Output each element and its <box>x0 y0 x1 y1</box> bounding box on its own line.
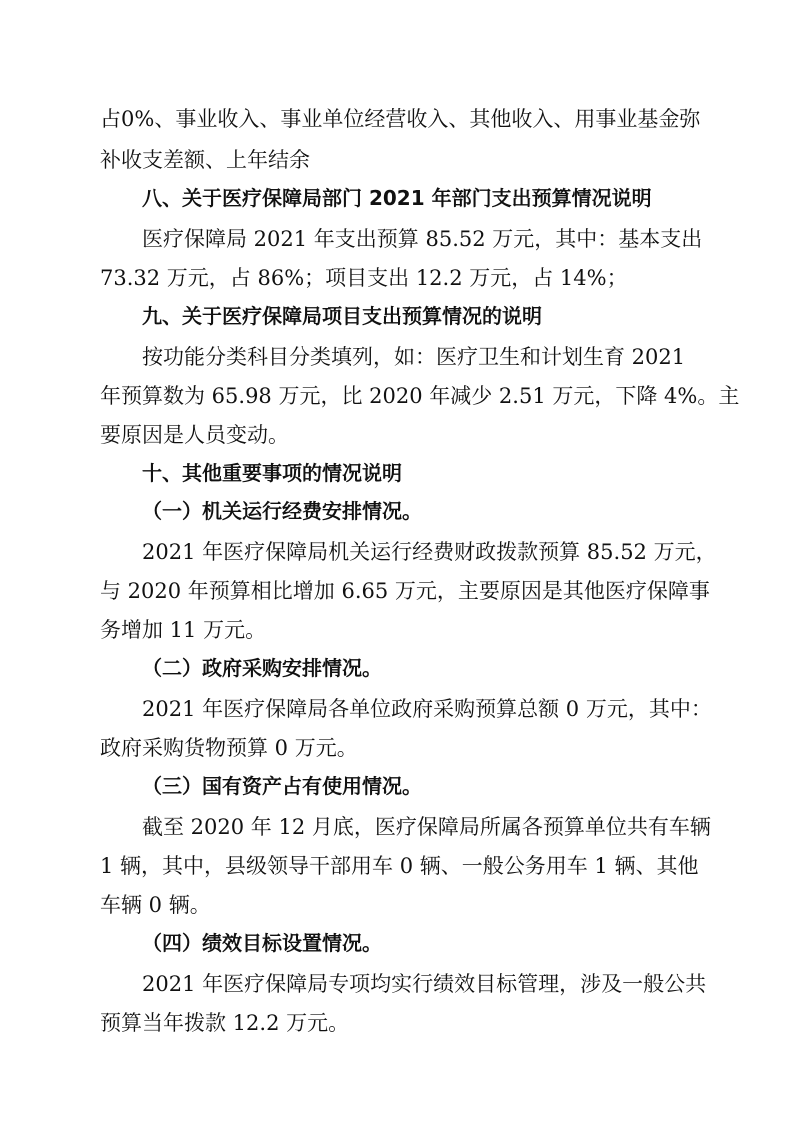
subsection-heading-1: （一）机关运行经费安排情况。 <box>142 499 422 523</box>
body-line: 车辆 0 辆。 <box>100 893 211 917</box>
body-line: 要原因是人员变动。 <box>100 423 289 447</box>
body-line: 预算当年拨款 12.2 万元。 <box>100 1011 350 1035</box>
section-heading-8: 八、关于医疗保障局部门 2021 年部门支出预算情况说明 <box>142 186 652 210</box>
body-line: 2021 年医疗保障局机关运行经费财政拨款预算 85.52 万元， <box>142 540 717 564</box>
body-line: 补收支差额、上年结余 <box>100 148 310 172</box>
body-line: 年预算数为 65.98 万元，比 2020 年减少 2.51 万元，下降 4%。主 <box>100 384 740 408</box>
body-line: 务增加 11 万元。 <box>100 618 267 642</box>
body-line: 按功能分类科目分类填列，如：医疗卫生和计划生育 2021 <box>142 345 686 369</box>
body-line: 2021 年医疗保障局各单位政府采购预算总额 0 万元，其中： <box>142 697 712 721</box>
subsection-heading-2: （二）政府采购安排情况。 <box>142 656 382 680</box>
body-line: 医疗保障局 2021 年支出预算 85.52 万元，其中：基本支出 <box>142 227 703 251</box>
body-line: 政府采购货物预算 0 万元。 <box>100 736 358 760</box>
section-heading-10: 十、其他重要事项的情况说明 <box>142 461 402 485</box>
subsection-heading-4: （四）绩效目标设置情况。 <box>142 931 382 955</box>
body-line: 2021 年医疗保障局专项均实行绩效目标管理，涉及一般公共 <box>142 972 707 996</box>
body-line: 与 2020 年预算相比增加 6.65 万元，主要原因是其他医疗保障事 <box>100 579 710 603</box>
subsection-heading-3: （三）国有资产占有使用情况。 <box>142 774 422 798</box>
body-line: 截至 2020 年 12 月底，医疗保障局所属各预算单位共有车辆 <box>142 815 711 839</box>
body-line: 占0%、事业收入、事业单位经营收入、其他收入、用事业基金弥 <box>100 107 701 131</box>
body-line: 1 辆，其中，县级领导干部用车 0 辆、一般公务用车 1 辆、其他 <box>100 854 699 878</box>
section-heading-9: 九、关于医疗保障局项目支出预算情况的说明 <box>142 304 542 328</box>
body-line: 73.32 万元，占 86%；项目支出 12.2 万元，占 14%； <box>100 266 628 290</box>
